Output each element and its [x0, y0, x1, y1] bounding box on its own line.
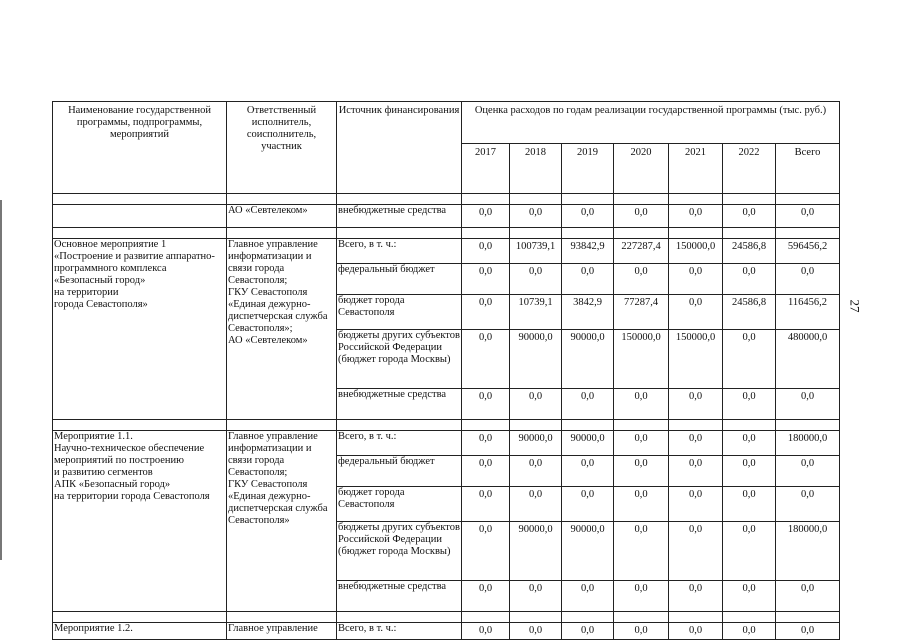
spacer-cell: [53, 194, 227, 205]
value-cell: 0,0: [669, 295, 723, 330]
value-cell: 0,0: [614, 487, 669, 522]
value-cell: 0,0: [723, 456, 776, 487]
spacer-cell: [562, 194, 614, 205]
value-cell: 3842,9: [562, 295, 614, 330]
value-cell: 0,0: [562, 487, 614, 522]
value-cell: 0,0: [462, 456, 510, 487]
spacer-cell: [227, 612, 337, 623]
value-cell: 0,0: [723, 330, 776, 389]
value-cell: 77287,4: [614, 295, 669, 330]
source-cell: бюджет города Севастополя: [337, 295, 462, 330]
spacer-cell: [53, 228, 227, 239]
value-cell: 0,0: [462, 330, 510, 389]
value-cell: 93842,9: [562, 239, 614, 264]
source-cell: федеральный бюджет: [337, 456, 462, 487]
value-cell: 0,0: [614, 389, 669, 420]
value-cell: 10739,1: [510, 295, 562, 330]
header-year: 2021: [669, 144, 723, 194]
program-name-cell: Основное мероприятие 1 «Построение и развитие аппаратно-программного комплекса «Безопасный город» на территории города Севастополя»: [53, 239, 227, 420]
value-cell: 90000,0: [562, 330, 614, 389]
spacer-cell: [776, 194, 840, 205]
header-year: Всего: [776, 144, 840, 194]
value-cell: 0,0: [562, 389, 614, 420]
value-cell: 90000,0: [562, 522, 614, 581]
spacer-cell: [462, 194, 510, 205]
value-cell: 0,0: [510, 487, 562, 522]
spacer-cell: [337, 194, 462, 205]
spacer-cell: [53, 420, 227, 431]
spacer-cell: [776, 612, 840, 623]
value-cell: 90000,0: [562, 431, 614, 456]
value-cell: 0,0: [669, 205, 723, 228]
value-cell: 0,0: [562, 456, 614, 487]
spacer-cell: [510, 420, 562, 431]
spacer-cell: [723, 612, 776, 623]
value-cell: 0,0: [669, 487, 723, 522]
value-cell: 0,0: [462, 295, 510, 330]
value-cell: 0,0: [462, 623, 510, 640]
value-cell: 150000,0: [614, 330, 669, 389]
value-cell: 0,0: [510, 581, 562, 612]
value-cell: 0,0: [776, 389, 840, 420]
spacer-cell: [614, 228, 669, 239]
spacer-cell: [227, 420, 337, 431]
value-cell: 0,0: [669, 456, 723, 487]
header-name: Наименование государственной программы, подпрограммы, мероприятий: [53, 102, 227, 194]
source-cell: бюджеты других субъектов Российской Федерации (бюджет города Москвы): [337, 330, 462, 389]
spacer-cell: [337, 420, 462, 431]
value-cell: 0,0: [510, 623, 562, 640]
value-cell: 0,0: [669, 431, 723, 456]
spacer-cell: [562, 612, 614, 623]
spacer-cell: [462, 612, 510, 623]
program-name-cell: Мероприятие 1.1. Научно-техническое обеспечение мероприятий по построению и развитию сегментов АПК «Безопасный город» на территории города Севастополя: [53, 431, 227, 612]
spacer-cell: [669, 228, 723, 239]
spacer-cell: [669, 194, 723, 205]
value-cell: 0,0: [669, 522, 723, 581]
header-estimate: Оценка расходов по годам реализации государственной программы (тыс. руб.): [462, 102, 840, 144]
value-cell: 0,0: [614, 431, 669, 456]
value-cell: 90000,0: [510, 330, 562, 389]
value-cell: 0,0: [723, 623, 776, 640]
value-cell: 0,0: [776, 456, 840, 487]
value-cell: 0,0: [723, 522, 776, 581]
source-cell: бюджеты других субъектов Российской Федерации (бюджет города Москвы): [337, 522, 462, 581]
header-year: 2020: [614, 144, 669, 194]
value-cell: 0,0: [723, 581, 776, 612]
value-cell: 0,0: [614, 264, 669, 295]
value-cell: 0,0: [776, 487, 840, 522]
value-cell: 24586,8: [723, 295, 776, 330]
value-cell: 116456,2: [776, 295, 840, 330]
spacer-cell: [614, 612, 669, 623]
value-cell: 227287,4: [614, 239, 669, 264]
budget-table: [52, 101, 840, 640]
value-cell: 0,0: [669, 264, 723, 295]
page-number: 27: [847, 299, 863, 313]
spacer-cell: [510, 612, 562, 623]
value-cell: 0,0: [776, 264, 840, 295]
spacer-cell: [723, 194, 776, 205]
table-row: [53, 431, 840, 456]
spacer-cell: [227, 194, 337, 205]
value-cell: 24586,8: [723, 239, 776, 264]
value-cell: 0,0: [669, 581, 723, 612]
spacer-cell: [723, 420, 776, 431]
value-cell: 0,0: [776, 623, 840, 640]
value-cell: 0,0: [614, 456, 669, 487]
spacer-cell: [669, 420, 723, 431]
header-year: 2019: [562, 144, 614, 194]
value-cell: 0,0: [510, 456, 562, 487]
value-cell: 90000,0: [510, 431, 562, 456]
source-cell: бюджет города Севастополя: [337, 487, 462, 522]
source-cell: Всего, в т. ч.:: [337, 239, 462, 264]
value-cell: 0,0: [462, 487, 510, 522]
value-cell: 0,0: [669, 389, 723, 420]
value-cell: 0,0: [510, 264, 562, 295]
spacer-cell: [337, 228, 462, 239]
spacer-cell: [462, 228, 510, 239]
table-row: [53, 623, 840, 640]
value-cell: 596456,2: [776, 239, 840, 264]
spacer-cell: [510, 194, 562, 205]
header-year: 2022: [723, 144, 776, 194]
program-name-cell: Мероприятие 1.2.: [53, 623, 227, 640]
value-cell: 0,0: [562, 264, 614, 295]
value-cell: 0,0: [462, 389, 510, 420]
value-cell: 100739,1: [510, 239, 562, 264]
value-cell: 0,0: [462, 581, 510, 612]
source-cell: внебюджетные средства: [337, 581, 462, 612]
value-cell: 0,0: [614, 522, 669, 581]
header-responsible: Ответственный исполнитель, соисполнитель, участник: [227, 102, 337, 194]
source-cell: Всего, в т. ч.:: [337, 431, 462, 456]
value-cell: 0,0: [669, 623, 723, 640]
value-cell: 0,0: [562, 205, 614, 228]
spacer-cell: [53, 612, 227, 623]
responsible-cell: Главное управление: [227, 623, 337, 640]
header-year: 2017: [462, 144, 510, 194]
value-cell: 0,0: [723, 389, 776, 420]
spacer-cell: [723, 228, 776, 239]
value-cell: 0,0: [723, 205, 776, 228]
source-cell: Всего, в т. ч.:: [337, 623, 462, 640]
table-row: [53, 205, 840, 228]
value-cell: 0,0: [723, 431, 776, 456]
value-cell: 0,0: [510, 389, 562, 420]
value-cell: 0,0: [723, 264, 776, 295]
scan-edge: [0, 200, 2, 560]
spacer-cell: [614, 194, 669, 205]
value-cell: 0,0: [462, 522, 510, 581]
header-source: Источник финансирования: [337, 102, 462, 194]
value-cell: 0,0: [462, 239, 510, 264]
spacer-cell: [462, 420, 510, 431]
value-cell: 0,0: [776, 581, 840, 612]
spacer-cell: [669, 612, 723, 623]
value-cell: 180000,0: [776, 431, 840, 456]
value-cell: 0,0: [462, 264, 510, 295]
spacer-cell: [562, 228, 614, 239]
value-cell: 0,0: [776, 205, 840, 228]
name-cell: [53, 205, 227, 228]
value-cell: 0,0: [614, 623, 669, 640]
spacer-cell: [562, 420, 614, 431]
value-cell: 0,0: [562, 623, 614, 640]
value-cell: 0,0: [462, 205, 510, 228]
header-year: 2018: [510, 144, 562, 194]
value-cell: 0,0: [510, 205, 562, 228]
value-cell: 0,0: [723, 487, 776, 522]
spacer-cell: [776, 228, 840, 239]
source-cell: федеральный бюджет: [337, 264, 462, 295]
spacer-cell: [227, 228, 337, 239]
value-cell: 480000,0: [776, 330, 840, 389]
value-cell: 150000,0: [669, 330, 723, 389]
value-cell: 180000,0: [776, 522, 840, 581]
value-cell: 0,0: [562, 581, 614, 612]
responsible-cell: АО «Севтелеком»: [227, 205, 337, 228]
responsible-cell: Главное управление информатизации и связи города Севастополя; ГКУ Севастополя «Единая дежурно-диспетчерская служба Севастополя»; АО «Севтелеком»: [227, 239, 337, 420]
spacer-cell: [510, 228, 562, 239]
table-row: [53, 239, 840, 264]
source-cell: внебюджетные средства: [337, 389, 462, 420]
value-cell: 150000,0: [669, 239, 723, 264]
spacer-cell: [776, 420, 840, 431]
value-cell: 90000,0: [510, 522, 562, 581]
value-cell: 0,0: [614, 581, 669, 612]
spacer-cell: [337, 612, 462, 623]
spacer-cell: [614, 420, 669, 431]
value-cell: 0,0: [614, 205, 669, 228]
value-cell: 0,0: [462, 431, 510, 456]
source-cell: внебюджетные средства: [337, 205, 462, 228]
responsible-cell: Главное управление информатизации и связи города Севастополя; ГКУ Севастополя «Единая дежурно-диспетчерская служба Севастополя»: [227, 431, 337, 612]
